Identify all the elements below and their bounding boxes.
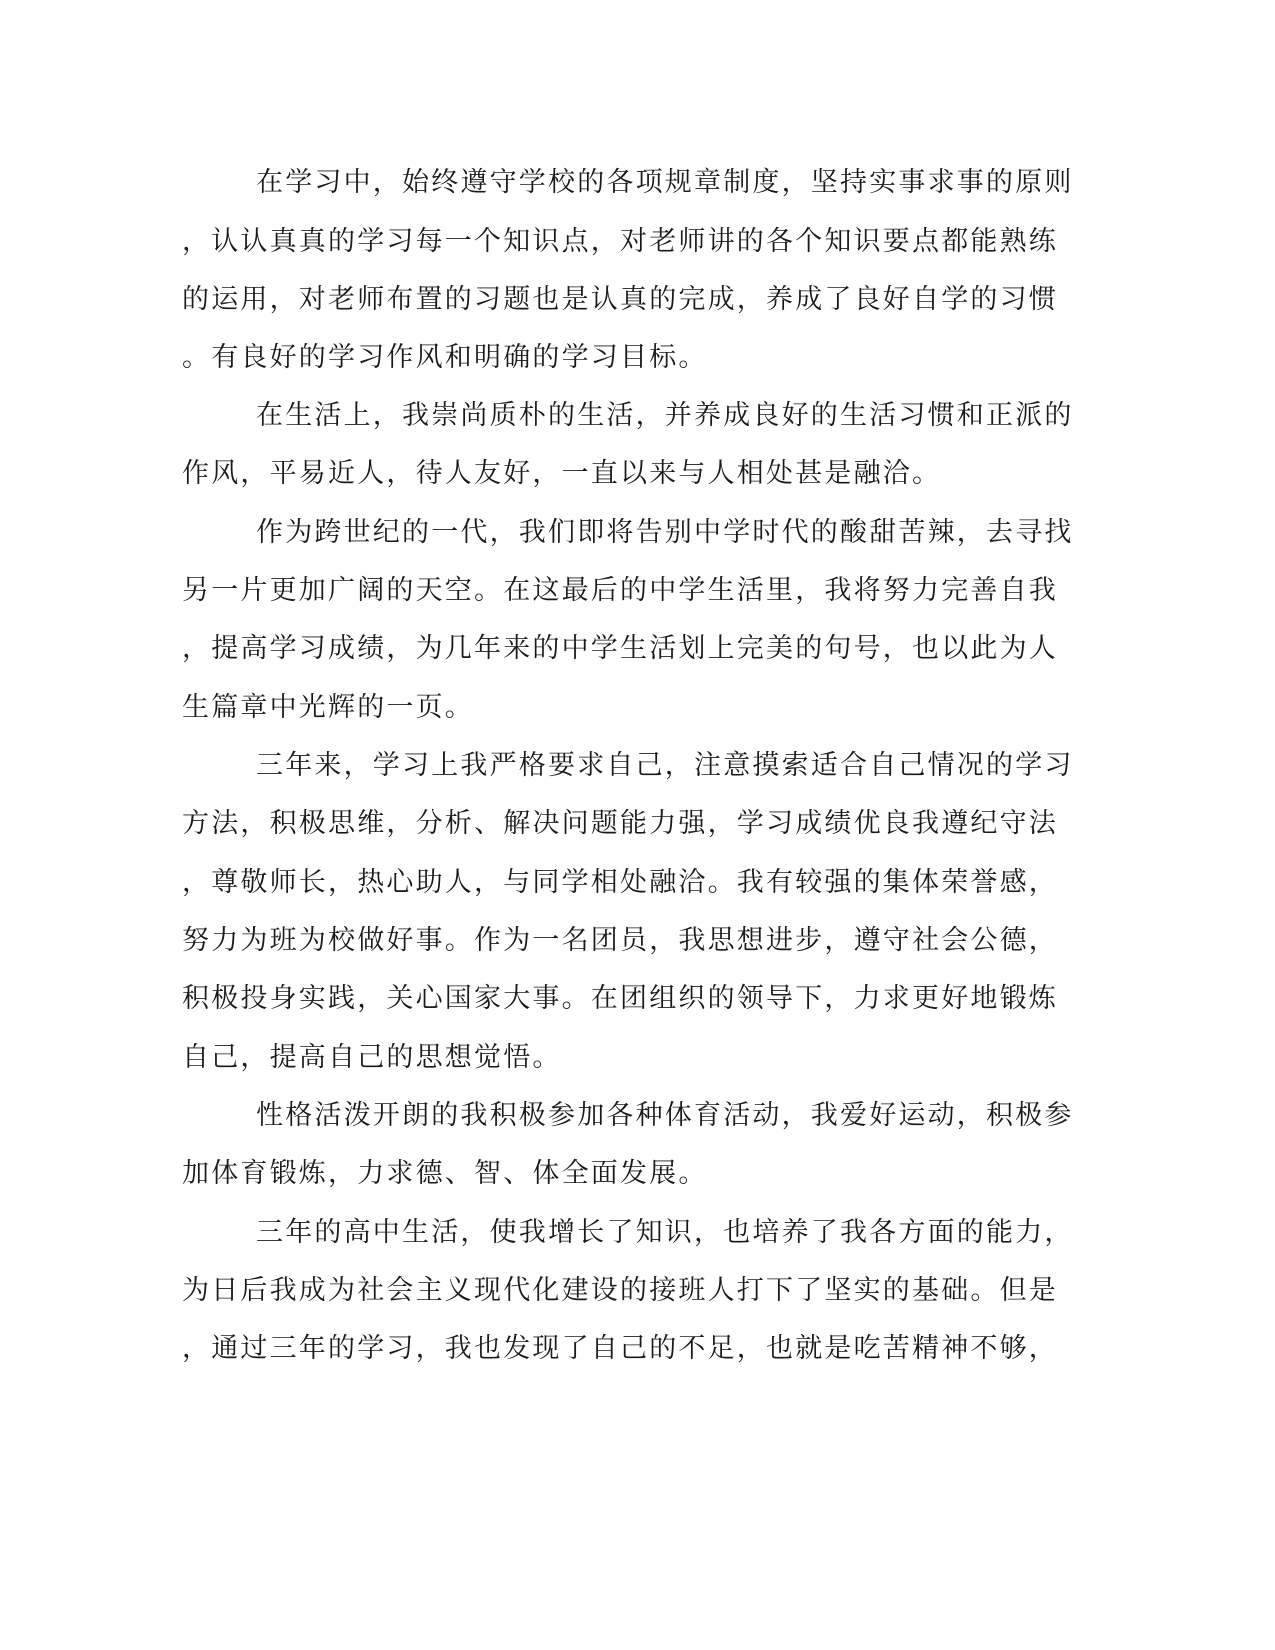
paragraph-5-line-2: 加体育锻炼，力求德、智、体全面发展。	[182, 1158, 708, 1189]
paragraph-1-line-2: ，认认真真的学习每一个知识点，对老师讲的各个知识要点都能熟练	[182, 226, 1058, 257]
paragraph-2-line-2: 作风，平易近人，待人友好，一直以来与人相处甚是融洽。	[182, 458, 942, 489]
paragraph-3-line-2: 另一片更加广阔的天空。在这最后的中学生活里，我将努力完善自我	[182, 575, 1058, 606]
paragraph-4-line-4: 努力为班为校做好事。作为一名团员，我思想进步，遵守社会公德，	[182, 925, 1058, 956]
paragraph-2-line-1: 在生活上，我崇尚质朴的生活，并养成良好的生活习惯和正派的	[256, 400, 1074, 431]
paragraph-6-line-2: 为日后我成为社会主义现代化建设的接班人打下了坚实的基础。但是	[182, 1275, 1058, 1306]
paragraph-1-line-1: 在学习中，始终遵守学校的各项规章制度，坚持实事求事的原则	[256, 167, 1074, 198]
paragraph-1-line-4: 。有良好的学习作风和明确的学习目标。	[182, 342, 708, 373]
paragraph-5-line-1: 性格活泼开朗的我积极参加各种体育活动，我爱好运动，积极参	[256, 1100, 1074, 1131]
paragraph-4-line-5: 积极投身实践，关心国家大事。在团组织的领导下，力求更好地锻炼	[182, 983, 1058, 1014]
paragraph-4-line-1: 三年来，学习上我严格要求自己，注意摸索适合自己情况的学习	[256, 750, 1074, 781]
paragraph-3-line-1: 作为跨世纪的一代，我们即将告别中学时代的酸甜苦辣，去寻找	[256, 517, 1074, 548]
paragraph-4-line-2: 方法，积极思维，分析、解决问题能力强，学习成绩优良我遵纪守法	[182, 808, 1058, 839]
paragraph-4-line-6: 自己，提高自己的思想觉悟。	[182, 1042, 562, 1073]
paragraph-6-line-3: ，通过三年的学习，我也发现了自己的不足，也就是吃苦精神不够，	[182, 1333, 1058, 1364]
paragraph-4-line-3: ，尊敬师长，热心助人，与同学相处融洽。我有较强的集体荣誉感，	[182, 867, 1058, 898]
paragraph-1-line-3: 的运用，对老师布置的习题也是认真的完成，养成了良好自学的习惯	[182, 284, 1058, 315]
paragraph-6-line-1: 三年的高中生活，使我增长了知识，也培养了我各方面的能力，	[256, 1217, 1074, 1248]
paragraph-3-line-3: ，提高学习成绩，为几年来的中学生活划上完美的句号，也以此为人	[182, 633, 1058, 664]
paragraph-3-line-4: 生篇章中光辉的一页。	[182, 692, 474, 723]
